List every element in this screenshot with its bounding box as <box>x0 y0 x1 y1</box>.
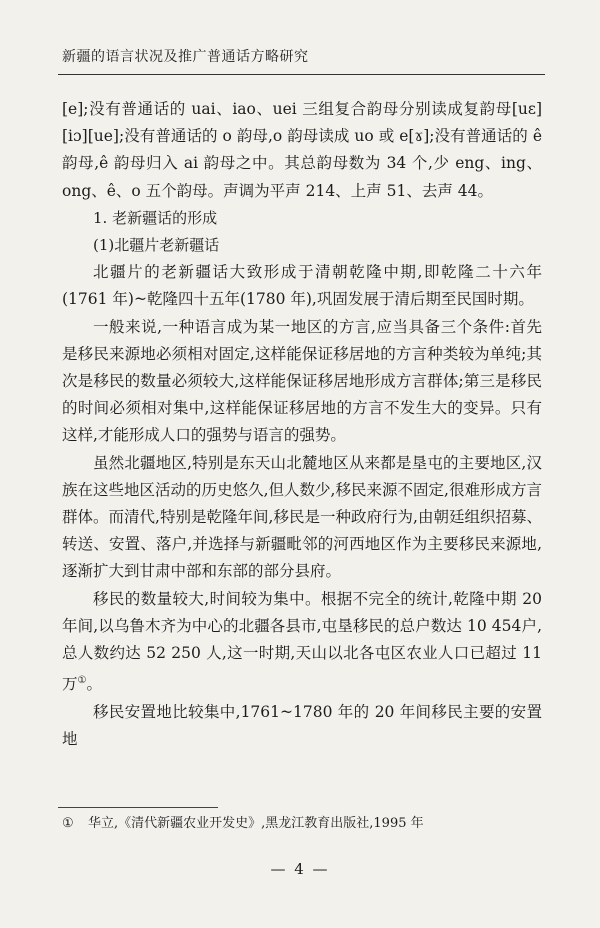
paragraph-text: 移民的数量较大,时间较为集中。根据不完全的统计,乾隆中期 20 年间,以乌鲁木齐为中心的北疆各县市,屯垦移民的总户数达 10 454户,总人数约达 52 250 人,这一时期,天山以北各屯区农业人口已超过 11 万 <box>62 589 542 694</box>
paragraph: 一般来说,一种语言成为某一地区的方言,应当具备三个条件:首先是移民来源地必须相对固定,这样能保证移居地的方言种类较为单纯;其次是移民的数量必须较大,这样能保证移居地形成方言群体;第三是移民的时间必须相对集中,这样能保证移居地的方言不发生大的变异。只有这样,才能形成人口的强势与语言的强势。 <box>62 317 542 445</box>
paragraph-end: 。 <box>86 675 102 694</box>
footnote-reference: ① <box>77 675 87 687</box>
footnote-mark: ① <box>62 816 74 831</box>
footnote-text: 华立,《清代新疆农业开发史》,黑龙江教育出版社,1995 年 <box>88 816 424 831</box>
paragraph-continued: [e];没有普通话的 uai、iao、uei 三组复合韵母分别读成复韵母[uɛ][iɔ][ue];没有普通话的 o 韵母,o 韵母读成 uo 或 e[ɤ];没有普通话的 ê 韵母,ê 韵母归入 ai 韵母之中。其总韵母数为 34 个,少 eng、ing、ong、ê、o 五个韵母。声调为平声 214、上声 51、去声 44。 <box>62 100 542 200</box>
paragraph: 移民安置地比较集中,1761~1780 年的 20 年间移民主要的安置地 <box>62 702 542 748</box>
running-header: 新疆的语言状况及推广普通话方略研究 <box>62 49 309 65</box>
paragraph: 北疆片的老新疆话大致形成于清朝乾隆中期,即乾隆二十六年(1761 年)~乾隆四十五年(1780 年),巩固发展于清后期至民国时期。 <box>62 263 542 309</box>
main-text <box>62 96 542 753</box>
section-heading: 1. 老新疆话的形成 <box>93 208 218 227</box>
header-rule <box>58 74 545 75</box>
paragraph <box>62 586 542 699</box>
subsection-heading: (1)北疆片老新疆话 <box>93 236 220 255</box>
paragraph: 虽然北疆地区,特别是东天山北麓地区从来都是垦屯的主要地区,汉族在这些地区活动的历史悠久,但人数少,移民来源不固定,很难形成方言群体。而清代,特别是乾隆年间,移民是一种政府行为,由朝廷组织招募、转送、安置、落户,并选择与新疆毗邻的河西地区作为主要移民来源地,逐渐扩大到甘肃中部和东部的部分县府。 <box>62 453 542 581</box>
page-number: — 4 — <box>270 860 330 878</box>
footnote <box>62 814 542 834</box>
footnote-rule <box>58 807 218 808</box>
